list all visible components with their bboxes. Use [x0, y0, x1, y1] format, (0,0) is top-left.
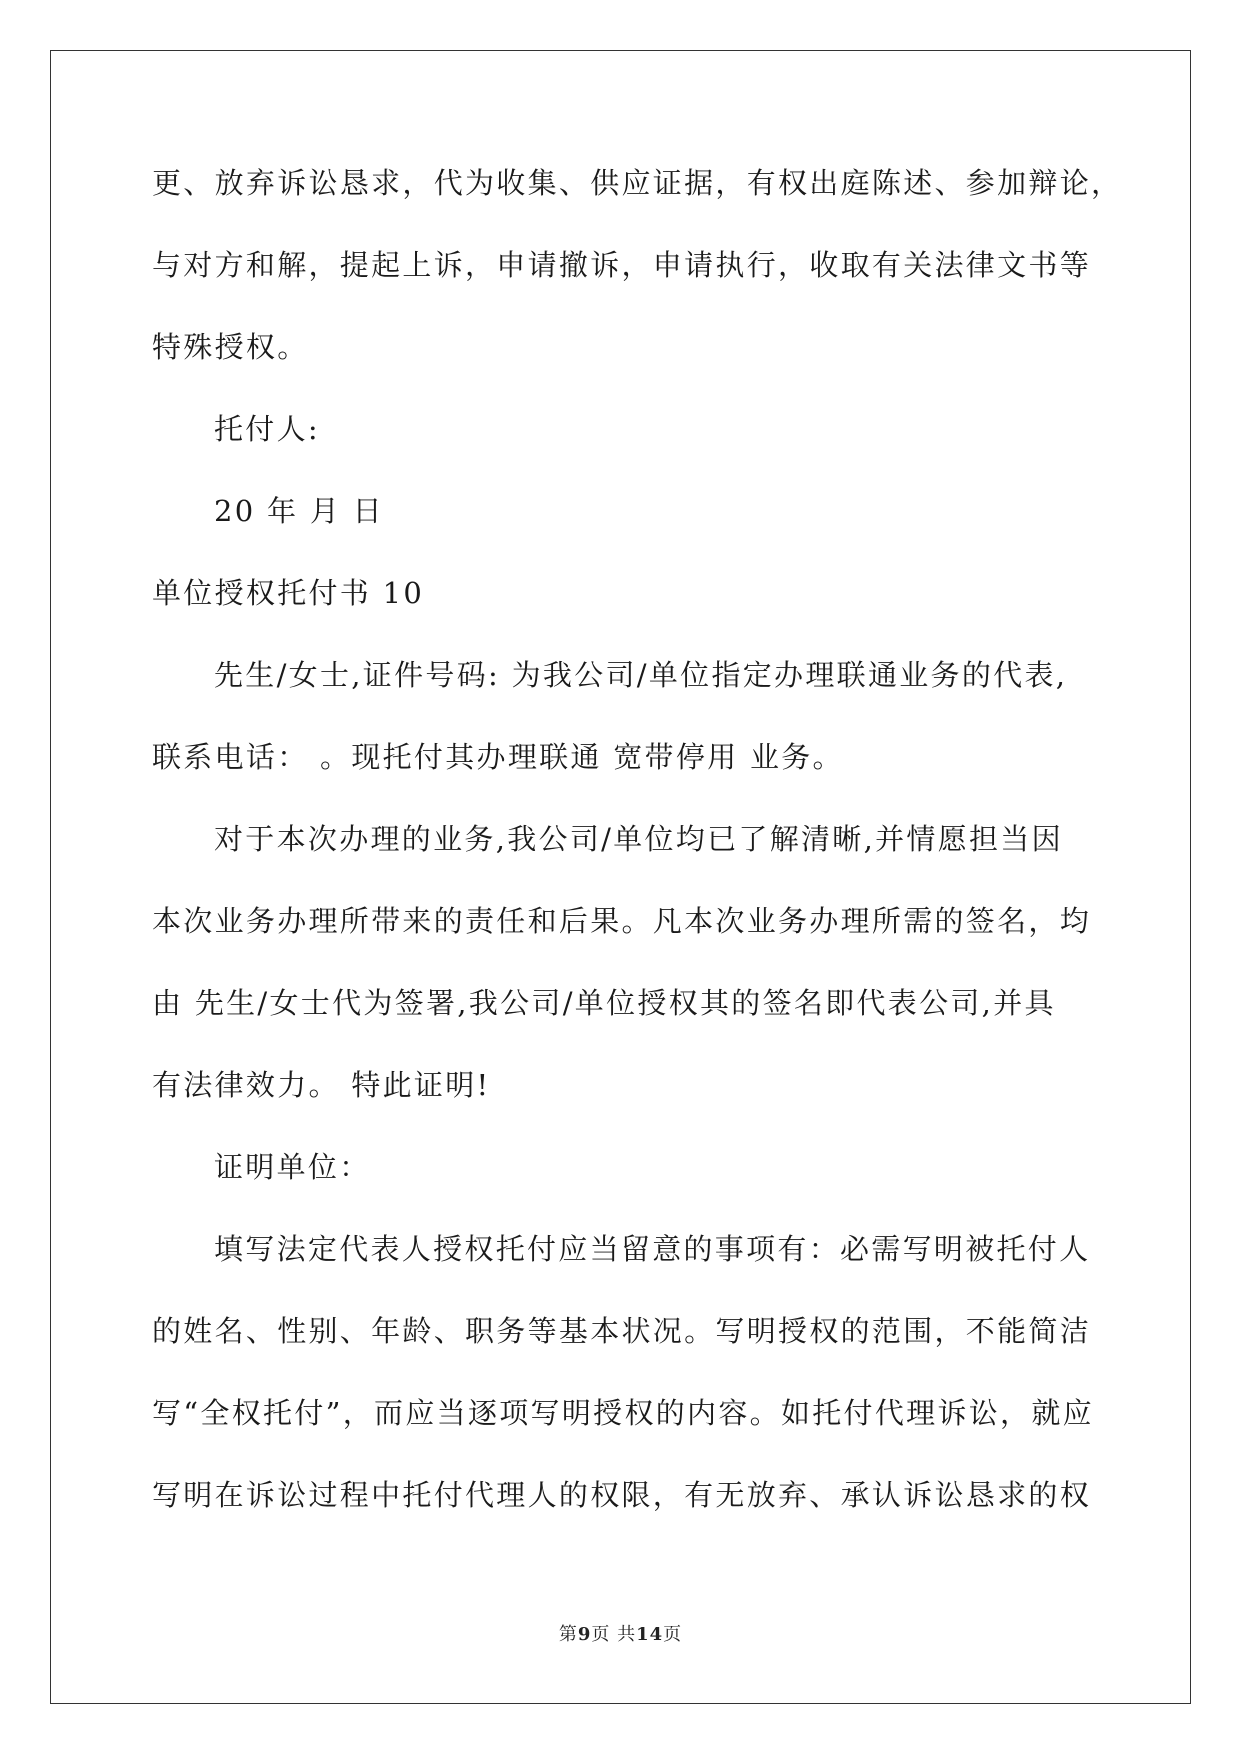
total-page-number: 14 [636, 1624, 664, 1645]
text-line: 托付人: [214, 412, 320, 446]
text-line: 本次业务办理所带来的责任和后果。凡本次业务办理所需的签名，均 [152, 904, 1092, 938]
current-page-number: 9 [577, 1624, 592, 1645]
page-footer [0, 1620, 1241, 1646]
section-heading: 单位授权托付书 10 [152, 576, 425, 610]
text-line: 先生/女士,证件号码: 为我公司/单位指定办理联通业务的代表, [214, 658, 1068, 692]
text-line: 由 先生/女士代为签署,我公司/单位授权其的签名即代表公司,并具 [152, 986, 1056, 1020]
text-line: 证明单位： [214, 1150, 371, 1184]
text-line: 有法律效力。 特此证明! [152, 1068, 491, 1102]
text-line: 对于本次办理的业务,我公司/单位均已了解清晰,并情愿担当因 [214, 822, 1063, 856]
text-line: 写明在诉讼过程中托付代理人的权限，有无放弃、承认诉讼恳求的权 [152, 1478, 1092, 1512]
text-line: 联系电话： 。现托付其办理联通 宽带停用 业务。 [152, 740, 844, 774]
document-body [152, 158, 1123, 1552]
text-line: 20 年 月 日 [214, 494, 384, 528]
text-line: 与对方和解，提起上诉，申请撤诉，申请执行，收取有关法律文书等 [152, 248, 1092, 282]
footer-prefix: 第 [558, 1624, 578, 1645]
text-line: 写“全权托付”，而应当逐项写明授权的内容。如托付代理诉讼，就应 [152, 1396, 1094, 1430]
footer-mid: 页 共 [591, 1624, 637, 1645]
text-line: 更、放弃诉讼恳求，代为收集、供应证据，有权出庭陈述、参加辩论， [152, 166, 1123, 200]
text-line: 特殊授权。 [152, 330, 309, 364]
text-line: 的姓名、性别、年龄、职务等基本状况。写明授权的范围，不能简洁 [152, 1314, 1092, 1348]
text-line: 填写法定代表人授权托付应当留意的事项有：必需写明被托付人 [214, 1232, 1091, 1266]
footer-suffix: 页 [663, 1624, 683, 1645]
